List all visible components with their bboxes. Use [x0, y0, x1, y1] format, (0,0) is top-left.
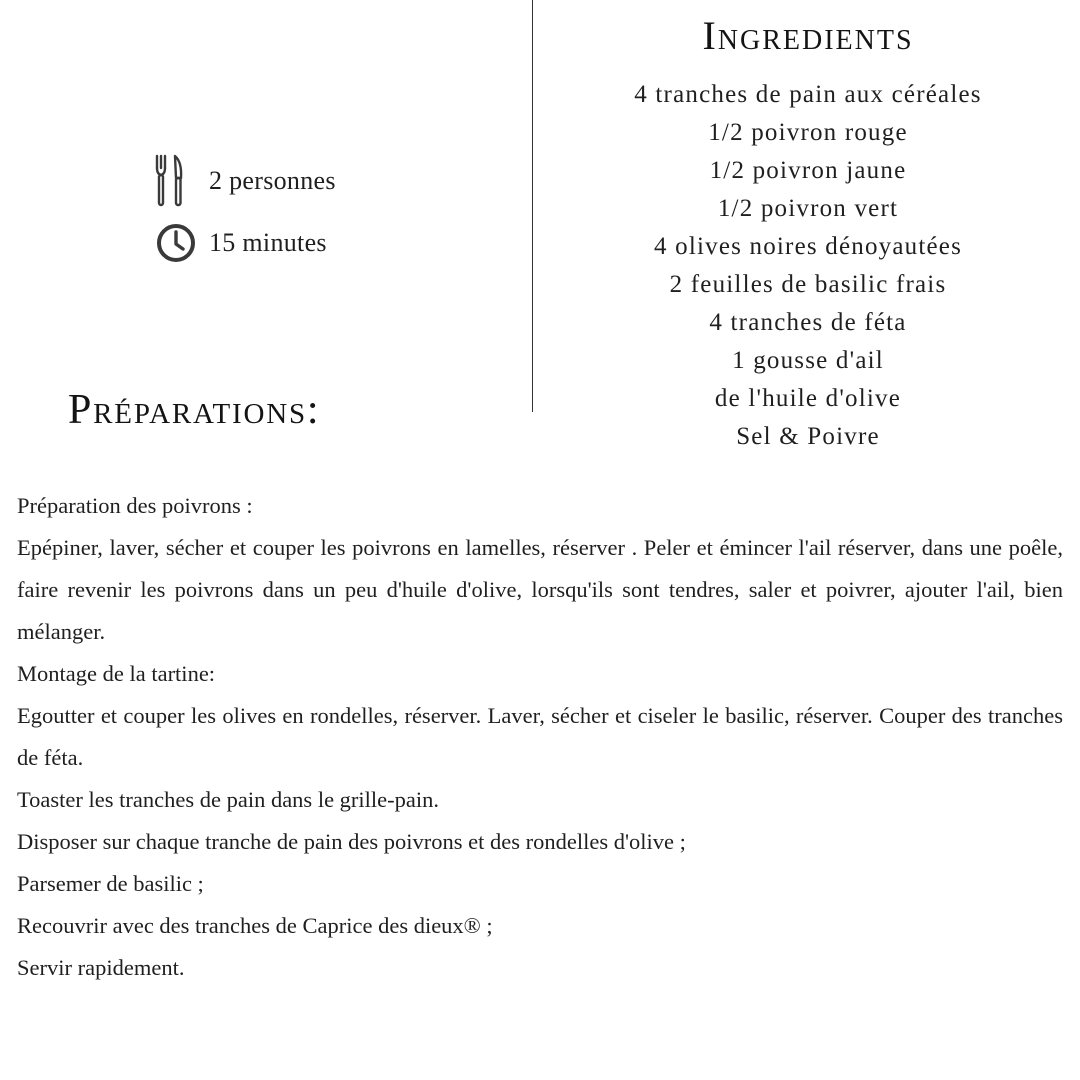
preparations-title: Préparations:	[68, 387, 321, 433]
prep-step: Servir rapidement.	[17, 955, 185, 980]
time-text: 15 minutes	[209, 228, 327, 257]
fork-knife-icon	[155, 157, 197, 205]
prep-subheading: Montage de la tartine:	[17, 661, 216, 686]
prep-step: Toaster les tranches de pain dans le grille-pain.	[17, 787, 440, 812]
recipe-info	[155, 152, 336, 266]
prep-subheading: Préparation des poivrons :	[17, 493, 253, 518]
prep-step: Egoutter et couper les olives en rondelles, réserver. Laver, sécher et ciseler le basilic, réserver. Couper des tranches de féta.	[17, 703, 1063, 770]
ingredient-item: de l'huile d'olive	[714, 385, 902, 412]
prep-step: Disposer sur chaque tranche de pain des poivrons et des rondelles d'olive ;	[17, 829, 686, 854]
ingredient-item: 1 gousse d'ail	[732, 347, 884, 374]
ingredient-item: 4 tranches de féta	[709, 309, 907, 336]
ingredient-item: 1/2 poivron rouge	[708, 119, 908, 146]
vertical-divider	[532, 0, 533, 412]
ingredient-item: 1/2 poivron vert	[717, 195, 899, 222]
preparations-body	[17, 485, 1063, 989]
prep-step: Recouvrir avec des tranches de Caprice des dieux® ;	[17, 913, 493, 938]
servings-row	[155, 152, 336, 210]
prep-step: Parsemer de basilic ;	[17, 871, 204, 896]
clock-icon	[155, 219, 197, 267]
ingredients-title: Ingredients	[702, 13, 914, 58]
ingredient-item: Sel & Poivre	[736, 423, 880, 450]
ingredient-item: 4 tranches de pain aux céréales	[634, 81, 982, 108]
prep-step: Epépiner, laver, sécher et couper les poivrons en lamelles, réserver . Peler et émincer l'ail réserver, dans une poêle, faire revenir les poivrons dans un peu d'huile d'olive, lorsqu'ils sont tendres, saler et poivrer, ajouter l'ail, bien mélanger.	[17, 535, 1063, 644]
time-row	[155, 220, 336, 266]
ingredient-item: 1/2 poivron jaune	[709, 157, 907, 184]
servings-text: 2 personnes	[209, 166, 336, 195]
ingredients-list	[560, 76, 1056, 456]
ingredient-item: 4 olives noires dénoyautées	[653, 233, 963, 260]
ingredient-item: 2 feuilles de basilic frais	[669, 271, 947, 298]
